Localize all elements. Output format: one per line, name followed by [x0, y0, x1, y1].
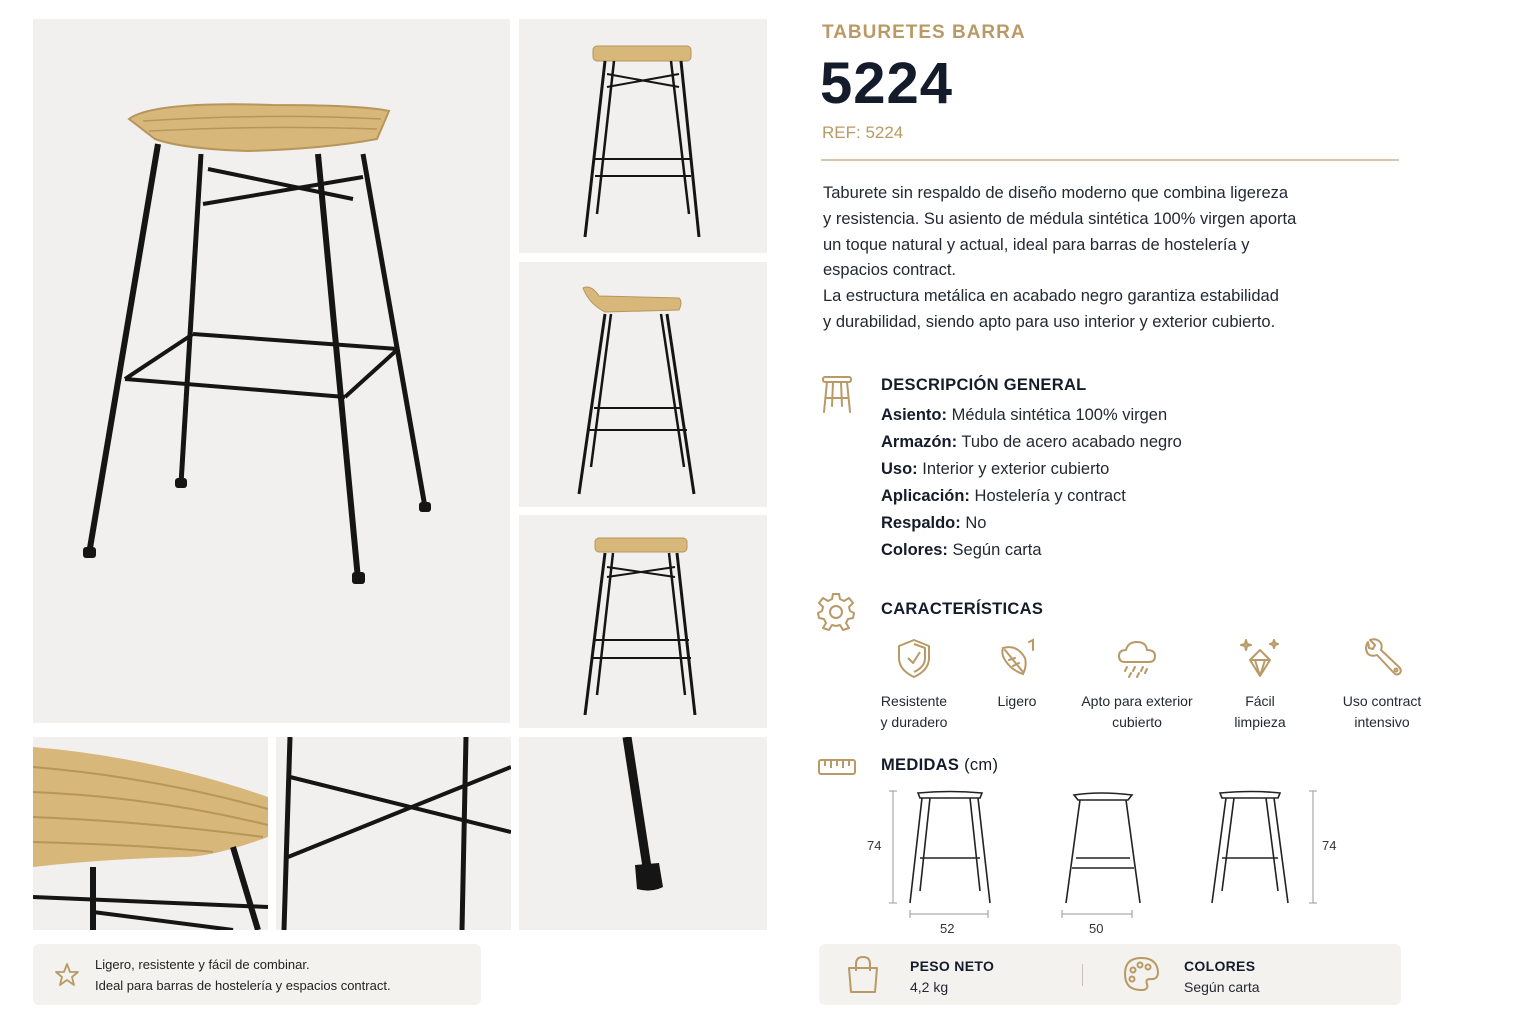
reference-code: REF: 5224 — [822, 123, 904, 142]
feature-label: Ligero — [997, 693, 1037, 709]
detail-photo-foot[interactable] — [519, 737, 767, 930]
product-photo-front[interactable] — [519, 19, 767, 253]
model-title: 5224 — [820, 51, 954, 116]
star-icon — [53, 961, 81, 989]
stool-side-image — [519, 262, 767, 507]
feature-easy-clean — [1190, 636, 1330, 733]
width-label-side: 50 — [1089, 921, 1104, 936]
description-line: y durabilidad, siendo apto para uso interior y exterior cubierto. — [823, 312, 1276, 331]
spec-row-backrest — [881, 514, 986, 533]
gear-icon — [816, 591, 856, 631]
spec-value: No — [965, 514, 987, 532]
spec-label: Uso: — [881, 460, 918, 478]
measures-section-title: MEDIDAS (cm) — [881, 756, 999, 774]
general-section-title: DESCRIPCIÓN GENERAL — [881, 376, 1087, 394]
detail-photo-seat[interactable] — [33, 737, 268, 930]
colors-value: Según carta — [1184, 979, 1260, 995]
spec-value: Médula sintética 100% virgen — [951, 406, 1168, 424]
features-section-title: CARACTERÍSTICAS — [881, 600, 1044, 618]
spec-value: Hostelería y contract — [974, 487, 1126, 505]
product-photo-side[interactable] — [519, 262, 767, 507]
feature-outdoor — [1067, 636, 1207, 733]
description-line: Taburete sin respaldo de diseño moderno que combina ligereza — [823, 184, 1289, 202]
category-label: TABURETES BARRA — [822, 22, 1026, 43]
main-product-photo[interactable] — [33, 19, 510, 723]
ruler-icon — [817, 748, 857, 788]
description-line: y resistencia. Su asiento de médula sintética 100% virgen aporta — [823, 209, 1297, 228]
spec-value: Tubo de acero acabado negro — [961, 433, 1182, 451]
stool-back-image — [519, 515, 767, 728]
spec-row-colors — [881, 541, 1042, 560]
shopping-bag-icon — [843, 954, 883, 994]
palette-icon — [1121, 954, 1161, 994]
width-label-front: 52 — [940, 921, 955, 936]
weight-title: PESO NETO — [910, 958, 995, 974]
stool-icon — [817, 374, 857, 414]
spec-value: Según carta — [952, 541, 1042, 559]
stool-front-image — [519, 19, 767, 253]
product-description — [823, 181, 1383, 336]
height-label-left: 74 — [867, 838, 882, 853]
spec-row-seat — [881, 406, 1167, 425]
highlight-note — [33, 944, 481, 1005]
product-photo-back[interactable] — [519, 515, 767, 728]
spec-label: Asiento: — [881, 406, 947, 424]
info-divider — [1082, 964, 1083, 986]
description-line: espacios contract. — [823, 261, 956, 280]
leg-foot-detail-image — [519, 737, 767, 930]
rain-cloud-icon — [1115, 636, 1159, 680]
colors-title: COLORES — [1184, 958, 1256, 974]
feature-light — [947, 636, 1087, 712]
description-line: La estructura metálica en acabado negro garantiza estabilidad — [823, 287, 1279, 306]
feature-label: Fácil limpieza — [1234, 693, 1286, 730]
spec-label: Armazón: — [881, 433, 958, 451]
spec-label: Respaldo: — [881, 514, 961, 532]
stool-three-quarter-image — [33, 19, 510, 723]
sparkle-diamond-icon — [1238, 636, 1282, 680]
spec-value: Interior y exterior cubierto — [922, 460, 1110, 478]
shield-icon — [892, 636, 936, 680]
detail-photo-frame[interactable] — [276, 737, 511, 930]
feature-label: Resistente y duradero — [880, 693, 948, 730]
feature-label: Uso contract intensivo — [1342, 693, 1422, 730]
stool-technical-drawings — [850, 783, 1370, 943]
seat-weave-detail-image — [33, 737, 268, 930]
spec-label: Aplicación: — [881, 487, 970, 505]
height-label-right: 74 — [1322, 838, 1337, 853]
product-info-bar — [819, 944, 1401, 1005]
wrench-icon — [1360, 636, 1404, 680]
note-line-1: Ligero, resistente y fácil de combinar. — [95, 957, 310, 972]
header-divider — [821, 159, 1399, 161]
spec-row-frame — [881, 433, 1182, 452]
spec-label: Colores: — [881, 541, 948, 559]
weight-value: 4,2 kg — [910, 979, 949, 995]
spec-row-application — [881, 487, 1126, 506]
spec-row-use — [881, 460, 1109, 479]
note-line-2: Ideal para barras de hostelería y espacios contract. — [95, 978, 391, 993]
frame-joint-detail-image — [276, 737, 511, 930]
feature-contract-use — [1312, 636, 1452, 733]
feather-icon — [995, 636, 1039, 680]
feature-label: Apto para exterior cubierto — [1081, 693, 1193, 730]
dimension-drawings — [850, 783, 1370, 943]
description-line: un toque natural y actual, ideal para barras de hostelería y — [823, 235, 1250, 254]
